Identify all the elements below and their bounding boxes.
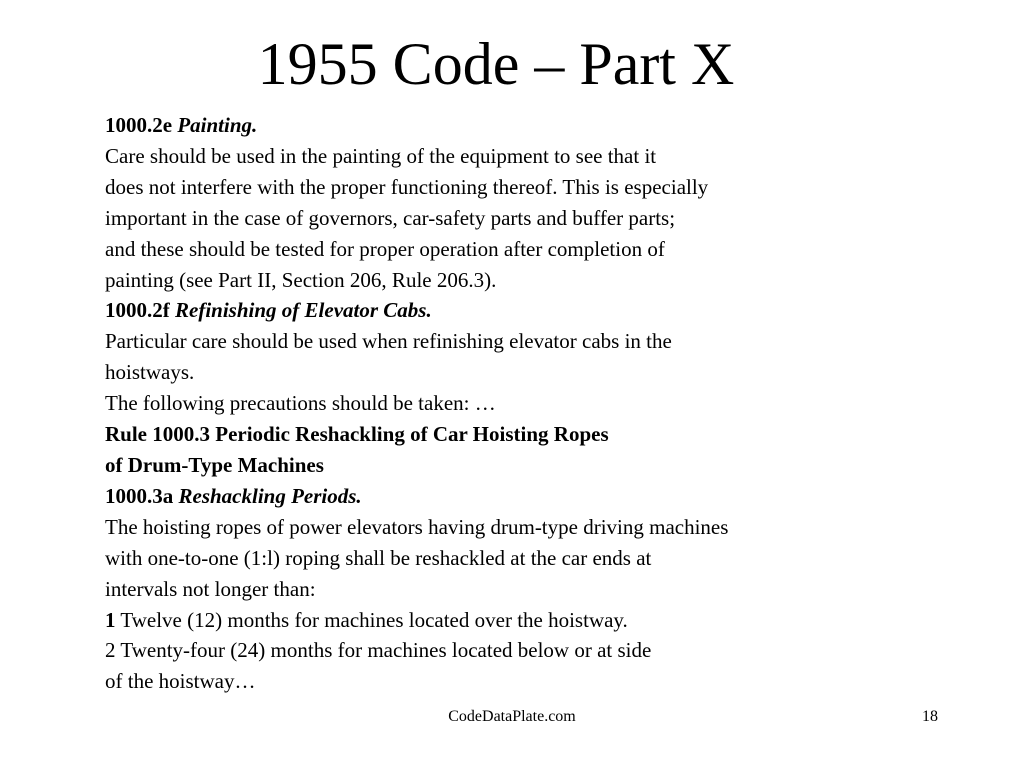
body-line: hoistways. (105, 360, 195, 385)
body-line: important in the case of governors, car-safety parts and buffer parts; (105, 205, 676, 230)
list-item-2: 2 Twenty-four (24) months for machines located below or at side (105, 638, 652, 663)
body-line: The hoisting ropes of power elevators having drum-type driving machines (105, 514, 729, 539)
slide-title: 1955 Code – Part X (257, 31, 735, 97)
body-line: does not interfere with the proper functioning thereof. This is especially (105, 174, 709, 199)
list-item-number: 1 (105, 607, 116, 632)
section-title: Reshackling Periods. (178, 483, 362, 508)
section-number: 1000.2e (105, 113, 173, 137)
body-line: and these should be tested for proper operation after completion of (105, 236, 665, 261)
body-line: The following precautions should be taken: … (105, 391, 496, 416)
section-heading-1000-2f (105, 295, 985, 326)
footer-site: CodeDataPlate.com (448, 708, 576, 725)
page-number: 18 (922, 708, 938, 725)
body-line: with one-to-one (1:l) roping shall be reshackled at the car ends at (105, 545, 652, 570)
body-line: Particular care should be used when refinishing elevator cabs in the (105, 329, 672, 354)
section-heading-1000-2e (105, 110, 985, 141)
section-number: 1000.3a (105, 483, 174, 508)
section-title: Painting. (177, 113, 258, 137)
list-item-1 (105, 605, 985, 636)
rule-heading-1000-3: Rule 1000.3 Periodic Reshackling of Car Hoisting Ropes (105, 422, 609, 447)
body-line: intervals not longer than: (105, 576, 316, 601)
section-heading-1000-3a (105, 481, 985, 512)
body-line: of the hoistway… (105, 669, 256, 694)
list-item-text: Twelve (12) months for machines located over the hoistway. (120, 607, 628, 632)
body-line: Care should be used in the painting of the equipment to see that it (105, 143, 657, 168)
slide-body (105, 110, 985, 697)
body-line: painting (see Part II, Section 206, Rule 206.3). (105, 267, 497, 292)
section-title: Refinishing of Elevator Cabs. (175, 298, 432, 323)
rule-heading-1000-3-cont: of Drum-Type Machines (105, 452, 324, 477)
section-number: 1000.2f (105, 298, 170, 323)
